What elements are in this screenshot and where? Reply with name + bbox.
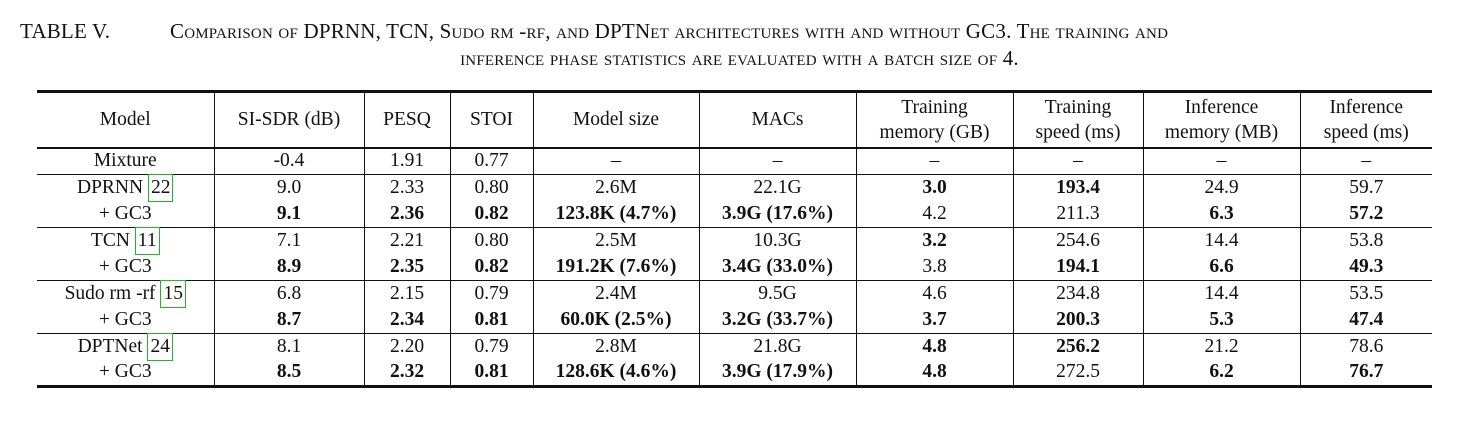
cell-macs: 3.9G (17.6%) bbox=[699, 201, 856, 228]
cell-macs: 3.2G (33.7%) bbox=[699, 307, 856, 334]
cell-inference-speed: 53.5 bbox=[1300, 280, 1432, 307]
cell-training-speed: 194.1 bbox=[1013, 254, 1143, 281]
cell-training-speed: 254.6 bbox=[1013, 227, 1143, 254]
citation-link[interactable]: 24 bbox=[147, 333, 173, 361]
table-row-dprnn-gc3 bbox=[37, 201, 1432, 228]
cell-inference-memory: 6.3 bbox=[1143, 201, 1300, 228]
cell-pesq: 2.33 bbox=[364, 174, 450, 201]
header-training-speed-line2: speed (ms) bbox=[1035, 121, 1121, 143]
table-row-mixture bbox=[37, 148, 1432, 175]
cell-model-size: 2.8M bbox=[533, 333, 699, 360]
cell-macs: 10.3G bbox=[699, 227, 856, 254]
cell-inference-memory: 5.3 bbox=[1143, 307, 1300, 334]
cell-inference-speed: 57.2 bbox=[1300, 201, 1432, 228]
cell-stoi: 0.82 bbox=[450, 254, 533, 281]
cell-si-sdr: 6.8 bbox=[214, 280, 364, 307]
cell-inference-memory: – bbox=[1143, 148, 1300, 175]
cell-si-sdr: 9.0 bbox=[214, 174, 364, 201]
cell-inference-memory: 24.9 bbox=[1143, 174, 1300, 201]
comparison-table bbox=[37, 90, 1432, 388]
cell-si-sdr: -0.4 bbox=[214, 148, 364, 175]
header-pesq: PESQ bbox=[364, 92, 450, 148]
cell-macs: – bbox=[699, 148, 856, 175]
header-training-memory-line1: Training bbox=[901, 96, 968, 118]
cell-pesq: 2.20 bbox=[364, 333, 450, 360]
cell-inference-memory: 6.2 bbox=[1143, 360, 1300, 387]
cell-stoi: 0.82 bbox=[450, 201, 533, 228]
model-name: DPTNet bbox=[77, 335, 143, 357]
model-name: DPRNN bbox=[77, 176, 144, 198]
cell-macs: 3.9G (17.9%) bbox=[699, 360, 856, 387]
cell-model bbox=[37, 227, 214, 254]
cell-inference-speed: 76.7 bbox=[1300, 360, 1432, 387]
cell-model-size: 123.8K (4.7%) bbox=[533, 201, 699, 228]
cell-inference-memory: 14.4 bbox=[1143, 227, 1300, 254]
header-inference-memory-line2: memory (MB) bbox=[1164, 121, 1279, 143]
cell-model: + GC3 bbox=[98, 360, 152, 382]
cell-model: + GC3 bbox=[98, 308, 152, 330]
cell-macs: 22.1G bbox=[699, 174, 856, 201]
cell-si-sdr: 9.1 bbox=[214, 201, 364, 228]
cell-training-memory: – bbox=[856, 148, 1013, 175]
cell-si-sdr: 7.1 bbox=[214, 227, 364, 254]
cell-training-speed: 256.2 bbox=[1013, 333, 1143, 360]
table-row-sudo-rm-rf bbox=[37, 280, 1432, 307]
cell-model: + GC3 bbox=[98, 255, 152, 277]
caption-line-1: Comparison of DPRNN, TCN, Sudo rm -rf, and DPTNet architectures with and without GC3. The training and bbox=[170, 19, 1169, 43]
header-row bbox=[37, 92, 1432, 148]
cell-si-sdr: 8.7 bbox=[214, 307, 364, 334]
cell-pesq: 2.36 bbox=[364, 201, 450, 228]
model-name: Sudo rm -rf bbox=[64, 282, 156, 304]
header-inference-memory-line1: Inference bbox=[1184, 96, 1259, 118]
cell-model bbox=[37, 333, 214, 360]
cell-inference-memory: 6.6 bbox=[1143, 254, 1300, 281]
cell-inference-speed: 47.4 bbox=[1300, 307, 1432, 334]
cell-model-size: 2.4M bbox=[533, 280, 699, 307]
table-row-dptnet bbox=[37, 333, 1432, 360]
cell-stoi: 0.79 bbox=[450, 333, 533, 360]
cell-inference-speed: 59.7 bbox=[1300, 174, 1432, 201]
citation-link[interactable]: 22 bbox=[148, 174, 174, 202]
cell-training-memory: 3.8 bbox=[856, 254, 1013, 281]
table-row-sudo-rm-rf-gc3 bbox=[37, 307, 1432, 334]
cell-si-sdr: 8.9 bbox=[214, 254, 364, 281]
cell-si-sdr: 8.1 bbox=[214, 333, 364, 360]
cell-model-size: 2.6M bbox=[533, 174, 699, 201]
cell-pesq: 2.21 bbox=[364, 227, 450, 254]
header-model: Model bbox=[99, 109, 151, 131]
cell-training-speed: 193.4 bbox=[1013, 174, 1143, 201]
cell-pesq: 2.34 bbox=[364, 307, 450, 334]
caption-line-2: inference phase statistics are evaluated with a batch size of 4. bbox=[460, 46, 1019, 70]
header-inference-speed bbox=[1300, 92, 1432, 148]
citation-link[interactable]: 15 bbox=[160, 280, 186, 308]
cell-model-size: 191.2K (7.6%) bbox=[533, 254, 699, 281]
table-row-tcn bbox=[37, 227, 1432, 254]
cell-training-memory: 4.8 bbox=[856, 333, 1013, 360]
cell-model: + GC3 bbox=[98, 202, 152, 224]
cell-training-speed: 234.8 bbox=[1013, 280, 1143, 307]
citation-link[interactable]: 11 bbox=[135, 227, 160, 255]
cell-macs: 9.5G bbox=[699, 280, 856, 307]
header-model-size: Model size bbox=[533, 92, 699, 148]
cell-stoi: 0.80 bbox=[450, 174, 533, 201]
cell-inference-speed: 53.8 bbox=[1300, 227, 1432, 254]
cell-training-speed: 211.3 bbox=[1013, 201, 1143, 228]
cell-training-memory: 4.8 bbox=[856, 360, 1013, 387]
header-training-speed bbox=[1013, 92, 1143, 148]
cell-model: Mixture bbox=[93, 150, 157, 171]
cell-pesq: 2.35 bbox=[364, 254, 450, 281]
header-training-memory-line2: memory (GB) bbox=[879, 121, 990, 143]
cell-training-memory: 4.2 bbox=[856, 201, 1013, 228]
header-inference-speed-line2: speed (ms) bbox=[1323, 121, 1409, 143]
table-row-dprnn bbox=[37, 174, 1432, 201]
cell-model-size: 2.5M bbox=[533, 227, 699, 254]
cell-training-memory: 3.2 bbox=[856, 227, 1013, 254]
cell-inference-speed: 78.6 bbox=[1300, 333, 1432, 360]
cell-inference-speed: 49.3 bbox=[1300, 254, 1432, 281]
cell-pesq: 2.15 bbox=[364, 280, 450, 307]
caption-label: TABLE V. bbox=[20, 19, 111, 43]
cell-training-speed: 272.5 bbox=[1013, 360, 1143, 387]
cell-macs: 3.4G (33.0%) bbox=[699, 254, 856, 281]
cell-pesq: 1.91 bbox=[364, 148, 450, 175]
cell-training-memory: 3.0 bbox=[856, 174, 1013, 201]
cell-model-size: – bbox=[533, 148, 699, 175]
cell-si-sdr: 8.5 bbox=[214, 360, 364, 387]
cell-macs: 21.8G bbox=[699, 333, 856, 360]
header-training-speed-line1: Training bbox=[1044, 96, 1112, 118]
cell-inference-memory: 21.2 bbox=[1143, 333, 1300, 360]
cell-model bbox=[37, 280, 214, 307]
cell-training-speed: 200.3 bbox=[1013, 307, 1143, 334]
header-stoi: STOI bbox=[450, 92, 533, 148]
table-row-dptnet-gc3 bbox=[37, 360, 1432, 387]
cell-training-memory: 3.7 bbox=[856, 307, 1013, 334]
cell-stoi: 0.77 bbox=[450, 148, 533, 175]
model-name: TCN bbox=[90, 229, 130, 251]
header-inference-speed-line1: Inference bbox=[1329, 96, 1404, 118]
cell-pesq: 2.32 bbox=[364, 360, 450, 387]
cell-model bbox=[37, 174, 214, 201]
header-training-memory bbox=[856, 92, 1013, 148]
cell-stoi: 0.80 bbox=[450, 227, 533, 254]
header-macs: MACs bbox=[699, 92, 856, 148]
header-inference-memory bbox=[1143, 92, 1300, 148]
cell-training-memory: 4.6 bbox=[856, 280, 1013, 307]
cell-inference-memory: 14.4 bbox=[1143, 280, 1300, 307]
cell-model-size: 128.6K (4.6%) bbox=[533, 360, 699, 387]
cell-inference-speed: – bbox=[1300, 148, 1432, 175]
cell-stoi: 0.79 bbox=[450, 280, 533, 307]
cell-stoi: 0.81 bbox=[450, 307, 533, 334]
header-si-sdr: SI-SDR (dB) bbox=[214, 92, 364, 148]
cell-stoi: 0.81 bbox=[450, 360, 533, 387]
table-row-tcn-gc3 bbox=[37, 254, 1432, 281]
cell-training-speed: – bbox=[1013, 148, 1143, 175]
cell-model-size: 60.0K (2.5%) bbox=[533, 307, 699, 334]
